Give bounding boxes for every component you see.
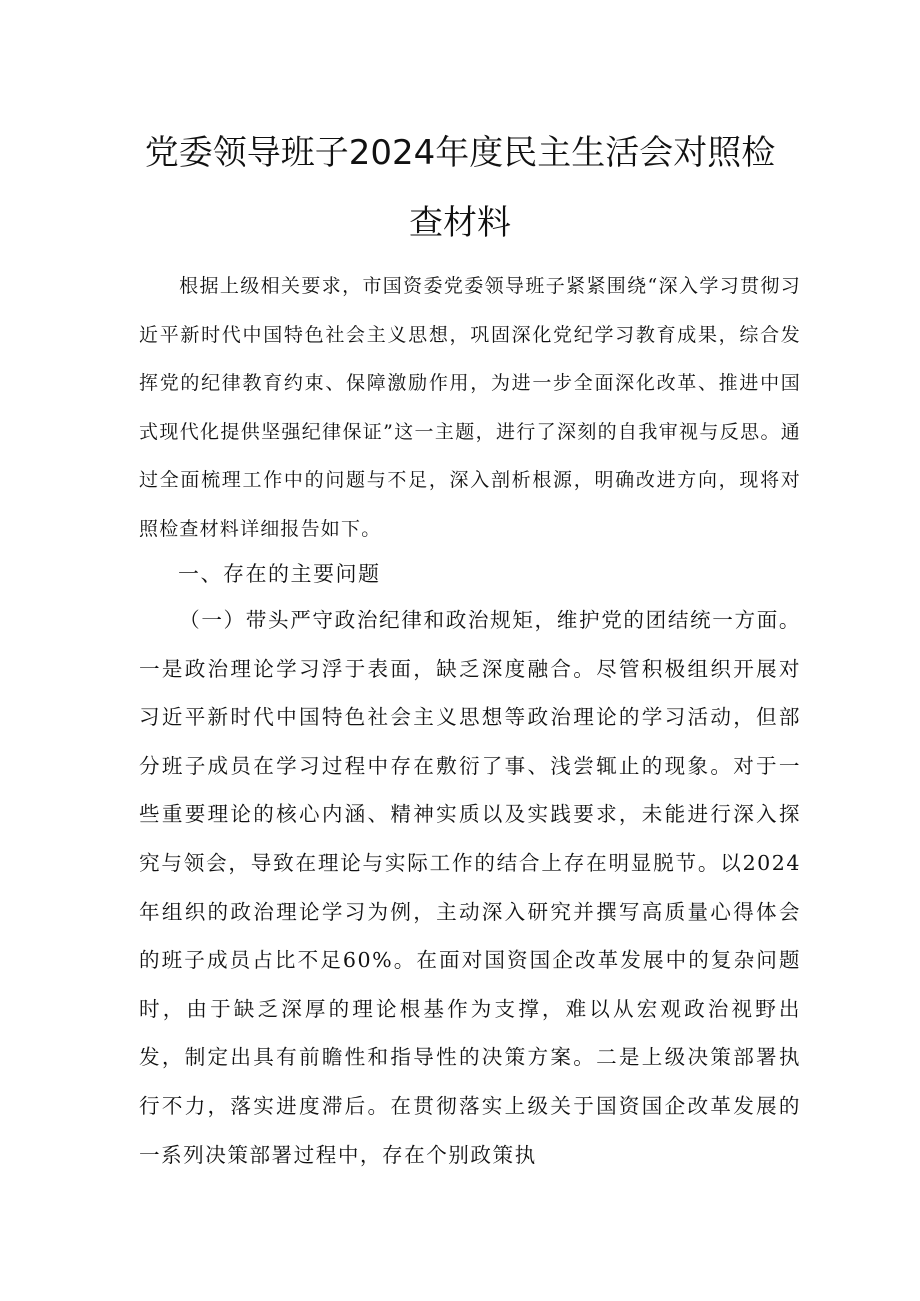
document-title-line-2: 查材料 — [409, 203, 511, 243]
section-1-paragraph-text: （一）带头严守政治纪律和政治规矩，维护党的团结统一方面。一是政治理论学习浮于表面，缺乏深度融合。尽管积极组织开展对习近平新时代中国特色社会主义思想等政治理论的学习活动，但部分班子成员在学习过程中存在敷衍了事、浅尝辄止的现象。对于一些重要理论的核心内涵、精神实质以及实践要求，未能进行深入探究与领会，导致在理论与实际工作的结合上存在明显脱节。以2024年组织的政治理论学习为例，主动深入研究并撰写高质量心得体会的班子成员占比不足60%。在面对国资国企改革发展中的复杂问题时，由于缺乏深厚的理论根基作为支撑，难以从宏观政治视野出发，制定出具有前瞻性和指导性的决策方案。二是上级决策部署执行不力，落实进度滞后。在贯彻落实上级关于国资国企改革发展的一系列决策部署过程中，存在个别政策执 — [139, 608, 801, 1167]
intro-paragraph — [139, 262, 801, 554]
section-heading-main-problems: 一、存在的主要问题 — [178, 562, 381, 586]
section-1-paragraph — [139, 596, 801, 1179]
intro-paragraph-text: 根据上级相关要求，市国资委党委领导班子紧紧围绕“深入学习贯彻习近平新时代中国特色社会主义思想，巩固深化党纪学习教育成果，综合发挥党的纪律教育约束、保障激励作用，为进一步全面深化改革、推进中国式现代化提供坚强纪律保证”这一主题，进行了深刻的自我审视与反思。通过全面梳理工作中的问题与不足，深入剖析根源，明确改进方向，现将对照检查材料详细报告如下。 — [139, 275, 801, 540]
document-title-line-1: 党委领导班子2024年度民主生活会对照检 — [144, 133, 776, 173]
